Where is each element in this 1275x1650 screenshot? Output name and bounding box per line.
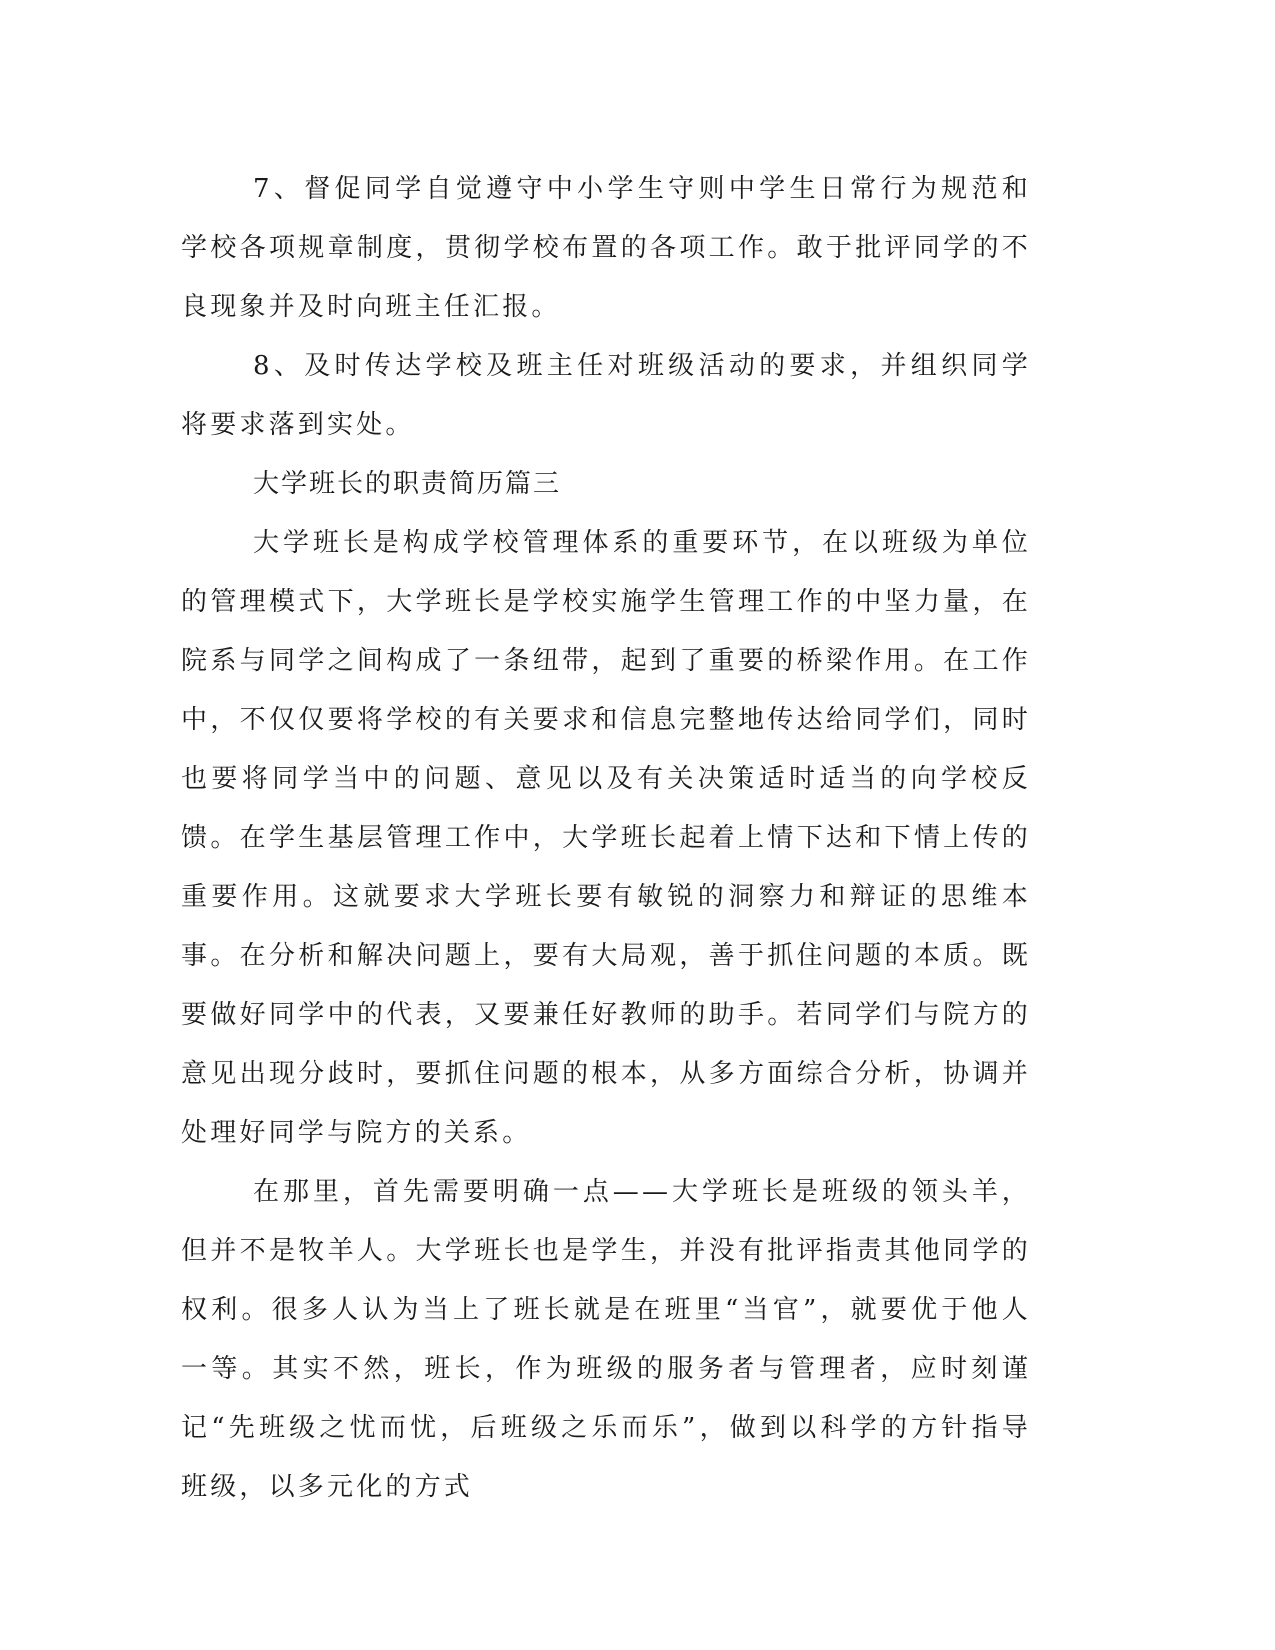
section-paragraph: 大学班长是构成学校管理体系的重要环节，在以班级为单位的管理模式下，大学班长是学校实施学生管理工作的中坚力量，在院系与同学之间构成了一条纽带，起到了重要的桥梁作用。在工作中，不仅仅要将学校的有关要求和信息完整地传达给同学们，同时也要将同学当中的问题、意见以及有关决策适时适当的向学校反馈。在学生基层管理工作中，大学班长起着上情下达和下情上传的重要作用。这就要求大学班长要有敏锐的洞察力和辩证的思维本事。在分析和解决问题上，要有大局观，善于抓住问题的本质。既要做好同学中的代表，又要兼任好教师的助手。若同学们与院方的意见出现分歧时，要抓住问题的根本，从多方面综合分析，协调并处理好同学与院方的关系。 (181, 528, 1031, 1148)
document-body (181, 160, 1031, 1517)
section-heading: 大学班长的职责简历篇三 (253, 469, 562, 499)
section-paragraph: 在那里，首先需要明确一点——大学班长是班级的领头羊，但并不是牧羊人。大学班长也是学生，并没有批评指责其他同学的权利。很多人认为当上了班长就是在班里“当官”，就要优于他人一等。其实不然，班长，作为班级的服务者与管理者，应时刻谨记“先班级之忧而忧，后班级之乐而乐”，做到以科学的方针指导班级，以多元化的方式 (181, 1177, 1031, 1502)
paragraph-item-7: 7、督促同学自觉遵守中小学生守则中学生日常行为规范和学校各项规章制度，贯彻学校布置的各项工作。敢于批评同学的不良现象并及时向班主任汇报。 (181, 174, 1031, 322)
paragraph-item-8: 8、及时传达学校及班主任对班级活动的要求，并组织同学将要求落到实处。 (181, 351, 1031, 440)
